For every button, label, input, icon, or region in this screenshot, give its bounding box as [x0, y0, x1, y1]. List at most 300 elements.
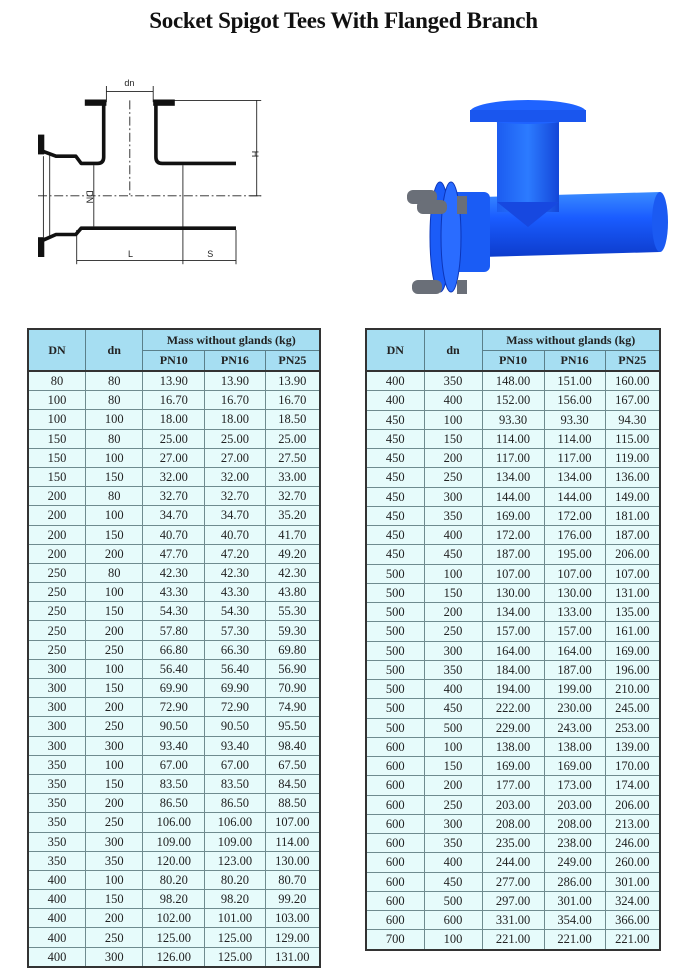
- table-row: [366, 814, 660, 833]
- cell-pn16: 249.00: [544, 853, 605, 872]
- cell-pn25: 169.00: [605, 641, 660, 660]
- cell-DN: 350: [28, 755, 85, 774]
- cell-DN: 250: [28, 640, 85, 659]
- cell-dn: 150: [85, 602, 142, 621]
- cell-pn25: 135.00: [605, 603, 660, 622]
- cell-pn16: 43.30: [205, 583, 266, 602]
- cell-pn16: 173.00: [544, 776, 605, 795]
- table-row: [366, 872, 660, 891]
- table-row: [28, 909, 320, 928]
- table-row: [28, 563, 320, 582]
- table-row: [28, 755, 320, 774]
- table-row: [366, 603, 660, 622]
- table-row: [366, 757, 660, 776]
- cell-pn25: 107.00: [605, 564, 660, 583]
- cell-dn: 250: [85, 813, 142, 832]
- cell-pn10: 57.80: [143, 621, 205, 640]
- cell-pn10: 125.00: [143, 928, 205, 947]
- table-row: [366, 545, 660, 564]
- table-row: [28, 391, 320, 410]
- cell-pn16: 32.00: [205, 467, 266, 486]
- cell-DN: 100: [28, 410, 85, 429]
- table-body-right: [366, 371, 660, 950]
- cell-dn: 100: [85, 448, 142, 467]
- cell-pn16: 98.20: [205, 890, 266, 909]
- cell-pn16: 16.70: [205, 391, 266, 410]
- table-row: [366, 468, 660, 487]
- cell-pn16: 144.00: [544, 487, 605, 506]
- cell-DN: 350: [28, 794, 85, 813]
- table-row: [28, 774, 320, 793]
- cell-DN: 450: [366, 526, 424, 545]
- cell-pn16: 123.00: [205, 851, 266, 870]
- table-row: [28, 698, 320, 717]
- cell-pn25: 103.00: [265, 909, 320, 928]
- cell-DN: 600: [366, 911, 424, 930]
- cell-pn10: 297.00: [482, 891, 544, 910]
- cell-pn16: 106.00: [205, 813, 266, 832]
- cell-DN: 400: [28, 947, 85, 967]
- cell-DN: 500: [366, 564, 424, 583]
- cell-dn: 150: [85, 467, 142, 486]
- cell-pn10: 34.70: [143, 506, 205, 525]
- cell-DN: 350: [28, 774, 85, 793]
- cell-dn: 100: [424, 410, 482, 429]
- cell-pn10: 56.40: [143, 659, 205, 678]
- cell-DN: 200: [28, 544, 85, 563]
- table-row: [366, 853, 660, 872]
- cell-pn10: 222.00: [482, 699, 544, 718]
- cell-pn25: 42.30: [265, 563, 320, 582]
- cell-DN: 80: [28, 371, 85, 391]
- cell-DN: 400: [28, 890, 85, 909]
- cell-pn25: 253.00: [605, 718, 660, 737]
- table-row: [28, 487, 320, 506]
- table-row: [366, 834, 660, 853]
- cell-DN: 450: [366, 449, 424, 468]
- cell-pn25: 131.00: [605, 583, 660, 602]
- DN-dimension-label: DN: [84, 190, 95, 204]
- header-dn: dn: [424, 329, 482, 371]
- table-row: [28, 640, 320, 659]
- cell-pn10: 117.00: [482, 449, 544, 468]
- page-title: Socket Spigot Tees With Flanged Branch: [149, 8, 538, 33]
- cell-pn10: 16.70: [143, 391, 205, 410]
- cell-pn16: 117.00: [544, 449, 605, 468]
- cell-DN: 600: [366, 776, 424, 795]
- l-dimension-label: L: [128, 249, 134, 259]
- cell-dn: 250: [424, 622, 482, 641]
- cell-DN: 600: [366, 872, 424, 891]
- cell-pn16: 354.00: [544, 911, 605, 930]
- cell-pn10: 67.00: [143, 755, 205, 774]
- cell-pn25: 206.00: [605, 545, 660, 564]
- mass-table-left: [27, 328, 321, 968]
- cell-dn: 300: [85, 832, 142, 851]
- cell-pn16: 83.50: [205, 774, 266, 793]
- cell-dn: 150: [85, 679, 142, 698]
- table-row: [366, 622, 660, 641]
- cell-pn10: 177.00: [482, 776, 544, 795]
- cell-DN: 450: [366, 410, 424, 429]
- header-dn: dn: [85, 329, 142, 371]
- cell-pn16: 157.00: [544, 622, 605, 641]
- cell-pn16: 301.00: [544, 891, 605, 910]
- cell-DN: 500: [366, 680, 424, 699]
- cell-pn25: 74.90: [265, 698, 320, 717]
- table-row: [28, 506, 320, 525]
- cell-pn10: 130.00: [482, 583, 544, 602]
- cell-pn25: 70.90: [265, 679, 320, 698]
- table-row: [28, 928, 320, 947]
- cell-pn10: 331.00: [482, 911, 544, 930]
- cell-dn: 300: [424, 487, 482, 506]
- cell-dn: 80: [85, 563, 142, 582]
- cell-pn25: 107.00: [265, 813, 320, 832]
- table-row: [28, 736, 320, 755]
- header-DN: DN: [366, 329, 424, 371]
- cell-pn16: 27.00: [205, 448, 266, 467]
- cell-dn: 150: [85, 525, 142, 544]
- table-row: [28, 544, 320, 563]
- cell-pn10: 18.00: [143, 410, 205, 429]
- cell-pn16: 238.00: [544, 834, 605, 853]
- cell-pn10: 32.00: [143, 467, 205, 486]
- cell-pn25: 18.50: [265, 410, 320, 429]
- cell-dn: 80: [85, 429, 142, 448]
- cell-pn10: 109.00: [143, 832, 205, 851]
- cell-DN: 600: [366, 853, 424, 872]
- table-row: [28, 429, 320, 448]
- cell-pn16: 34.70: [205, 506, 266, 525]
- cell-pn10: 169.00: [482, 506, 544, 525]
- cell-pn16: 176.00: [544, 526, 605, 545]
- cell-dn: 350: [424, 834, 482, 853]
- table-row: [28, 602, 320, 621]
- s-dimension-label: S: [207, 249, 214, 259]
- cell-DN: 500: [366, 622, 424, 641]
- table-row: [28, 794, 320, 813]
- cell-dn: 150: [424, 757, 482, 776]
- table-row: [28, 371, 320, 391]
- table-row: [28, 659, 320, 678]
- cell-pn16: 13.90: [205, 371, 266, 391]
- cell-pn10: 235.00: [482, 834, 544, 853]
- cell-dn: 200: [85, 794, 142, 813]
- cell-dn: 350: [424, 506, 482, 525]
- cell-pn25: 43.80: [265, 583, 320, 602]
- cell-DN: 350: [28, 851, 85, 870]
- cell-pn16: 221.00: [544, 930, 605, 950]
- cell-dn: 350: [424, 660, 482, 679]
- cell-pn10: 221.00: [482, 930, 544, 950]
- cell-pn10: 148.00: [482, 371, 544, 391]
- cell-dn: 400: [424, 391, 482, 410]
- table-row: [28, 947, 320, 967]
- cell-dn: 250: [424, 468, 482, 487]
- cell-pn16: 72.90: [205, 698, 266, 717]
- cell-DN: 400: [28, 909, 85, 928]
- cell-pn16: 93.40: [205, 736, 266, 755]
- cell-dn: 100: [85, 870, 142, 889]
- dn-dimension-label: dn: [124, 78, 135, 88]
- cell-DN: 600: [366, 891, 424, 910]
- table-row: [28, 467, 320, 486]
- cell-pn25: 213.00: [605, 814, 660, 833]
- cell-pn25: 88.50: [265, 794, 320, 813]
- cell-pn10: 86.50: [143, 794, 205, 813]
- cell-pn10: 47.70: [143, 544, 205, 563]
- cell-DN: 300: [28, 736, 85, 755]
- cell-DN: 200: [28, 525, 85, 544]
- table-row: [366, 911, 660, 930]
- cell-pn25: 119.00: [605, 449, 660, 468]
- cell-pn16: 90.50: [205, 717, 266, 736]
- cell-pn16: 66.30: [205, 640, 266, 659]
- cell-dn: 450: [424, 872, 482, 891]
- cell-pn10: 138.00: [482, 737, 544, 756]
- cell-DN: 300: [28, 698, 85, 717]
- table-row: [366, 506, 660, 525]
- cell-dn: 350: [424, 371, 482, 391]
- tee-technical-drawing: [20, 66, 290, 286]
- cell-pn16: 69.90: [205, 679, 266, 698]
- cell-pn10: 93.40: [143, 736, 205, 755]
- cell-dn: 100: [424, 930, 482, 950]
- cell-pn16: 125.00: [205, 928, 266, 947]
- cell-DN: 100: [28, 391, 85, 410]
- cell-pn16: 286.00: [544, 872, 605, 891]
- header-pn16: PN16: [205, 351, 266, 372]
- cell-pn25: 32.70: [265, 487, 320, 506]
- header-pn25: PN25: [605, 351, 660, 372]
- cell-DN: 400: [28, 928, 85, 947]
- cell-dn: 300: [85, 736, 142, 755]
- cell-pn16: 93.30: [544, 410, 605, 429]
- cell-pn10: 114.00: [482, 429, 544, 448]
- cell-DN: 500: [366, 718, 424, 737]
- h-dimension-label: H: [250, 150, 261, 158]
- cell-pn10: 164.00: [482, 641, 544, 660]
- table-row: [28, 813, 320, 832]
- header-pn10: PN10: [143, 351, 205, 372]
- cell-pn25: 149.00: [605, 487, 660, 506]
- cell-pn10: 120.00: [143, 851, 205, 870]
- cell-dn: 400: [424, 680, 482, 699]
- cell-pn25: 94.30: [605, 410, 660, 429]
- cell-DN: 450: [366, 468, 424, 487]
- cell-DN: 600: [366, 737, 424, 756]
- cell-dn: 250: [85, 717, 142, 736]
- cell-dn: 100: [85, 659, 142, 678]
- table-row: [28, 448, 320, 467]
- cell-DN: 700: [366, 930, 424, 950]
- cell-dn: 300: [85, 947, 142, 967]
- mass-table-right: [365, 328, 661, 951]
- cell-DN: 450: [366, 506, 424, 525]
- cell-pn16: 230.00: [544, 699, 605, 718]
- table-row: [28, 890, 320, 909]
- cell-pn25: 114.00: [265, 832, 320, 851]
- cell-pn10: 32.70: [143, 487, 205, 506]
- cell-dn: 500: [424, 718, 482, 737]
- cell-dn: 80: [85, 391, 142, 410]
- header-pn10: PN10: [482, 351, 544, 372]
- cell-pn16: 56.40: [205, 659, 266, 678]
- cell-pn25: 187.00: [605, 526, 660, 545]
- cell-pn16: 125.00: [205, 947, 266, 967]
- cell-pn10: 126.00: [143, 947, 205, 967]
- cell-dn: 80: [85, 487, 142, 506]
- cell-pn10: 106.00: [143, 813, 205, 832]
- cell-pn25: 33.00: [265, 467, 320, 486]
- table-row: [366, 564, 660, 583]
- table-row: [366, 718, 660, 737]
- table-row: [366, 449, 660, 468]
- cell-DN: 300: [28, 679, 85, 698]
- cell-pn16: 107.00: [544, 564, 605, 583]
- cell-pn25: 13.90: [265, 371, 320, 391]
- table-row: [366, 680, 660, 699]
- cell-pn16: 243.00: [544, 718, 605, 737]
- cell-pn16: 32.70: [205, 487, 266, 506]
- cell-dn: 200: [85, 621, 142, 640]
- cell-pn25: 196.00: [605, 660, 660, 679]
- cell-pn25: 98.40: [265, 736, 320, 755]
- cell-pn10: 203.00: [482, 795, 544, 814]
- cell-DN: 400: [366, 371, 424, 391]
- cell-pn16: 164.00: [544, 641, 605, 660]
- cell-pn25: 99.20: [265, 890, 320, 909]
- cell-pn16: 169.00: [544, 757, 605, 776]
- cell-DN: 350: [28, 832, 85, 851]
- cell-pn16: 151.00: [544, 371, 605, 391]
- cell-pn25: 67.50: [265, 755, 320, 774]
- cell-DN: 600: [366, 757, 424, 776]
- table-row: [28, 583, 320, 602]
- cell-DN: 500: [366, 699, 424, 718]
- cell-pn10: 98.20: [143, 890, 205, 909]
- cell-pn25: 27.50: [265, 448, 320, 467]
- cell-dn: 400: [424, 853, 482, 872]
- cell-pn16: 187.00: [544, 660, 605, 679]
- cell-pn16: 156.00: [544, 391, 605, 410]
- cell-pn16: 25.00: [205, 429, 266, 448]
- cell-dn: 450: [424, 699, 482, 718]
- cell-pn16: 40.70: [205, 525, 266, 544]
- header-pn16: PN16: [544, 351, 605, 372]
- cell-pn25: 366.00: [605, 911, 660, 930]
- cell-pn16: 130.00: [544, 583, 605, 602]
- table-row: [366, 795, 660, 814]
- cell-DN: 150: [28, 448, 85, 467]
- cell-dn: 450: [424, 545, 482, 564]
- cell-dn: 600: [424, 911, 482, 930]
- cell-pn10: 69.90: [143, 679, 205, 698]
- cell-pn10: 42.30: [143, 563, 205, 582]
- cell-pn10: 134.00: [482, 468, 544, 487]
- cell-pn10: 102.00: [143, 909, 205, 928]
- cell-pn25: 170.00: [605, 757, 660, 776]
- cell-pn10: 157.00: [482, 622, 544, 641]
- cell-pn16: 101.00: [205, 909, 266, 928]
- cell-pn25: 115.00: [605, 429, 660, 448]
- cell-DN: 250: [28, 563, 85, 582]
- cell-pn10: 229.00: [482, 718, 544, 737]
- cell-pn16: 54.30: [205, 602, 266, 621]
- cell-pn10: 152.00: [482, 391, 544, 410]
- cell-pn25: 161.00: [605, 622, 660, 641]
- cell-pn16: 138.00: [544, 737, 605, 756]
- cell-pn10: 43.30: [143, 583, 205, 602]
- cell-pn16: 109.00: [205, 832, 266, 851]
- cell-pn25: 131.00: [265, 947, 320, 967]
- cell-pn16: 114.00: [544, 429, 605, 448]
- cell-DN: 500: [366, 641, 424, 660]
- table-row: [366, 371, 660, 391]
- cell-DN: 500: [366, 583, 424, 602]
- cell-pn25: 55.30: [265, 602, 320, 621]
- cell-dn: 250: [424, 795, 482, 814]
- cell-dn: 100: [424, 737, 482, 756]
- cell-dn: 100: [85, 583, 142, 602]
- table-row: [28, 717, 320, 736]
- cell-DN: 300: [28, 717, 85, 736]
- table-row: [366, 391, 660, 410]
- cell-pn10: 83.50: [143, 774, 205, 793]
- table-row: [28, 525, 320, 544]
- cell-DN: 150: [28, 429, 85, 448]
- table-row: [366, 776, 660, 795]
- cell-pn16: 133.00: [544, 603, 605, 622]
- cell-pn25: 160.00: [605, 371, 660, 391]
- cell-pn25: 167.00: [605, 391, 660, 410]
- cell-DN: 600: [366, 814, 424, 833]
- cell-dn: 100: [85, 755, 142, 774]
- cell-DN: 250: [28, 602, 85, 621]
- table-row: [366, 410, 660, 429]
- cell-DN: 450: [366, 545, 424, 564]
- cell-pn25: 84.50: [265, 774, 320, 793]
- cell-dn: 100: [85, 506, 142, 525]
- cell-dn: 200: [424, 603, 482, 622]
- cell-DN: 450: [366, 429, 424, 448]
- cell-pn10: 187.00: [482, 545, 544, 564]
- cell-pn25: 69.80: [265, 640, 320, 659]
- cell-pn10: 90.50: [143, 717, 205, 736]
- cell-dn: 250: [85, 928, 142, 947]
- table-row: [366, 930, 660, 950]
- cell-pn10: 27.00: [143, 448, 205, 467]
- cell-pn25: 35.20: [265, 506, 320, 525]
- cell-pn25: 174.00: [605, 776, 660, 795]
- cell-pn10: 80.20: [143, 870, 205, 889]
- header-mass: Mass without glands (kg): [482, 329, 660, 351]
- cell-pn25: 139.00: [605, 737, 660, 756]
- cell-DN: 500: [366, 660, 424, 679]
- cell-dn: 100: [85, 410, 142, 429]
- cell-dn: 200: [424, 449, 482, 468]
- table-row: [366, 891, 660, 910]
- cell-pn25: 80.70: [265, 870, 320, 889]
- cell-pn10: 25.00: [143, 429, 205, 448]
- cell-DN: 400: [28, 870, 85, 889]
- cell-pn25: 16.70: [265, 391, 320, 410]
- tee-product-photo: [385, 92, 675, 302]
- cell-pn25: 56.90: [265, 659, 320, 678]
- cell-DN: 600: [366, 795, 424, 814]
- cell-dn: 150: [424, 583, 482, 602]
